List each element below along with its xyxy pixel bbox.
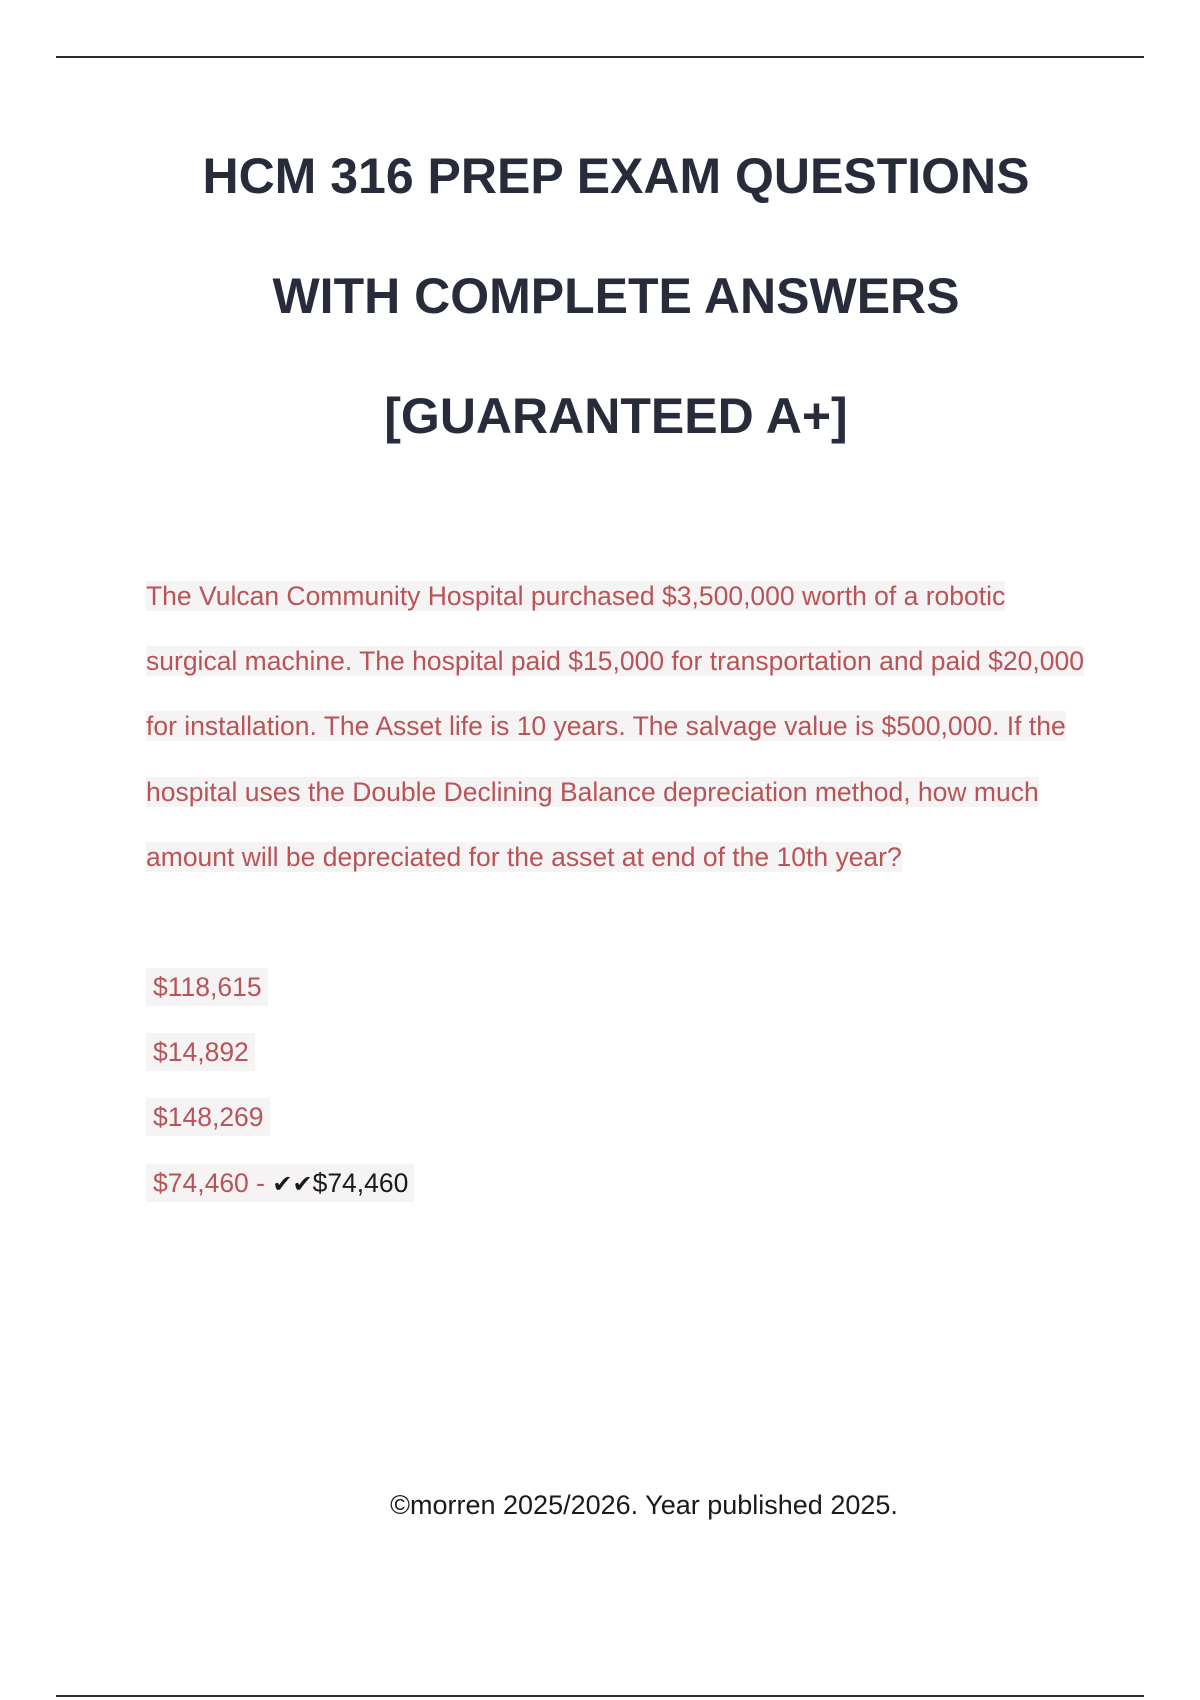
top-divider xyxy=(56,56,1144,58)
option-item-with-answer xyxy=(146,1151,414,1216)
option-item xyxy=(146,1020,414,1085)
document-title-line-1: HCM 316 PREP EXAM QUESTIONS xyxy=(202,148,1030,204)
option-label: $118,615 xyxy=(146,968,268,1006)
answer-options-list xyxy=(146,955,414,1216)
copyright-footer: ©morren 2025/2026. Year published 2025. xyxy=(390,1490,898,1520)
document-title-line-3: [GUARANTEED A+] xyxy=(384,388,848,444)
bottom-divider xyxy=(56,1695,1144,1697)
option-item xyxy=(146,955,414,1020)
option-label: $14,892 xyxy=(146,1033,255,1071)
question-text-content: The Vulcan Community Hospital purchased $3,500,000 worth of a robotic surgical machine. The hospital paid $15,000 for transportation and paid $20,000 for installation. The Asset life is 10 years. The salvage value is $500,000. If the hospital uses the Double Declining Balance depreciation method, how much amount will be depreciated for the asset at end of the 10th year? xyxy=(146,581,1084,872)
correct-answer: $74,460 xyxy=(312,1167,409,1198)
double-check-icon: ✔✔ xyxy=(272,1169,313,1198)
option-label: $148,269 xyxy=(146,1098,270,1136)
option-item xyxy=(146,1085,414,1150)
option-label-with-answer xyxy=(146,1164,414,1202)
option-label: $74,460 xyxy=(153,1167,249,1198)
answer-separator: - xyxy=(248,1167,273,1198)
document-title-line-2: WITH COMPLETE ANSWERS xyxy=(272,268,960,324)
question-text xyxy=(146,564,1086,890)
